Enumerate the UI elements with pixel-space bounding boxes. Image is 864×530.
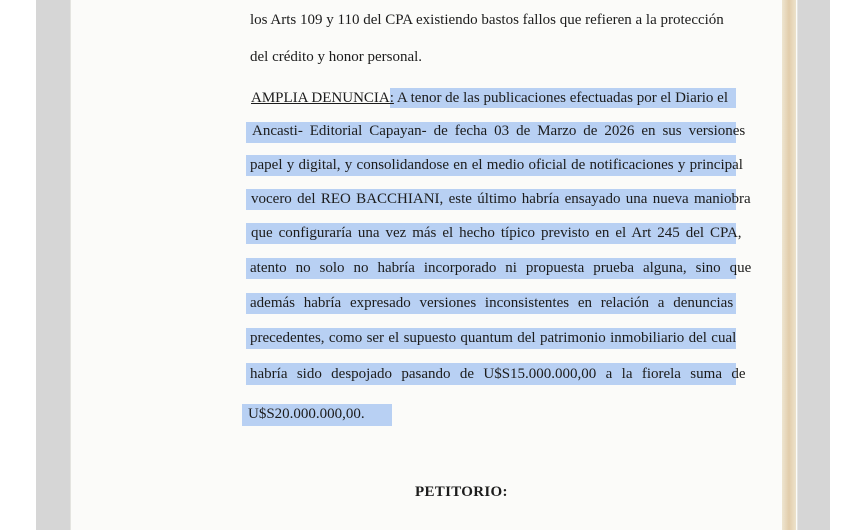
viewer-background-right (796, 0, 830, 530)
section-heading-petitorio: PETITORIO: (415, 484, 508, 500)
body-text-line: además habría expresado versiones inconsistentes en relación a denuncias (250, 295, 734, 311)
body-text-line: precedentes, como ser el supuesto quantum del patrimonio inmobiliario del cual (250, 330, 737, 346)
amplia-denuncia-heading: AMPLIA DENUNCIA: (251, 90, 394, 106)
body-text-line (251, 91, 728, 106)
body-text-line: U$S20.000.000,00. (248, 406, 365, 422)
body-text-line: del crédito y honor personal. (250, 49, 423, 65)
body-text-line: los Arts 109 y 110 del CPA existiendo bastos fallos que refieren a la protección (250, 12, 724, 28)
viewer-background-left (36, 0, 70, 530)
body-text-line: que configuraría una vez más el hecho típico previsto en el Art 245 del CPA, (251, 225, 742, 241)
body-text-fragment: A tenor de las publicaciones efectuadas por el Diario el (396, 90, 728, 106)
body-text-line: vocero del REO BACCHIANI, este último habría ensayado una nueva maniobra (251, 191, 751, 207)
page-edge-shadow (782, 0, 796, 530)
body-text-line: atento no solo no habría incorporado ni propuesta prueba alguna, sino que (250, 260, 752, 276)
body-text-line: Ancasti- Editorial Capayan- de fecha 03 de Marzo de 2026 en sus versiones (252, 123, 746, 139)
body-text-line: habría sido despojado pasando de U$S15.000.000,00 a la fiorela suma de (250, 366, 746, 382)
body-text-line: papel y digital, y consolidandose en el medio oficial de notificaciones y principal (250, 157, 743, 173)
